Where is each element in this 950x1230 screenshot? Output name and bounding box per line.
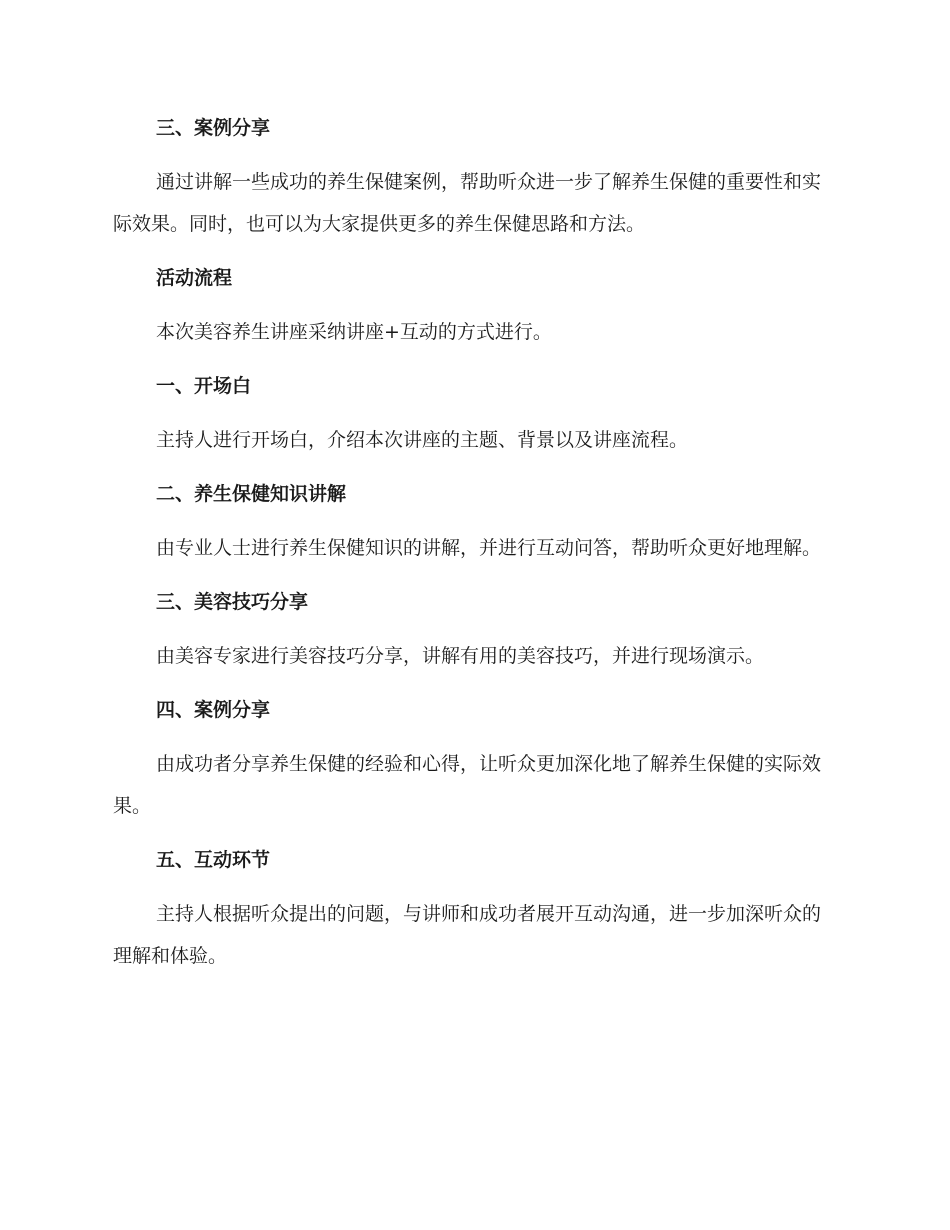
section-paragraph-health-knowledge: 由专业人士进行养生保健知识的讲解，并进行互动问答，帮助听众更好地理解。 bbox=[156, 537, 822, 559]
section-heading-opening: 一、开场白 bbox=[156, 375, 252, 397]
section-paragraph-case-sharing: 通过讲解一些成功的养生保健案例，帮助听众进一步了解养生保健的重要性和实际效果。同时，也可以为大家提供更多的养生保健思路和方法。 bbox=[113, 171, 822, 235]
section-paragraph-case-sharing-2: 由成功者分享养生保健的经验和心得，让听众更加深化地了解养生保健的实际效果。 bbox=[113, 753, 822, 817]
section-heading-interaction: 五、互动环节 bbox=[156, 849, 271, 871]
section-paragraph-opening: 主持人进行开场白，介绍本次讲座的主题、背景以及讲座流程。 bbox=[156, 429, 689, 451]
section-paragraph-beauty-tips: 由美容专家进行美容技巧分享，讲解有用的美容技巧，并进行现场演示。 bbox=[156, 645, 765, 667]
document-body bbox=[113, 107, 833, 989]
section-heading-case-sharing: 三、案例分享 bbox=[156, 117, 271, 139]
section-heading-health-knowledge: 二、养生保健知识讲解 bbox=[156, 483, 347, 505]
section-heading-case-sharing-2: 四、案例分享 bbox=[156, 699, 271, 721]
section-heading-activity-process: 活动流程 bbox=[156, 267, 233, 289]
section-heading-beauty-tips: 三、美容技巧分享 bbox=[156, 591, 309, 613]
section-paragraph-activity-process: 本次美容养生讲座采纳讲座+互动的方式进行。 bbox=[156, 321, 552, 343]
section-paragraph-interaction: 主持人根据听众提出的问题，与讲师和成功者展开互动沟通，进一步加深听众的理解和体验。 bbox=[113, 903, 822, 967]
